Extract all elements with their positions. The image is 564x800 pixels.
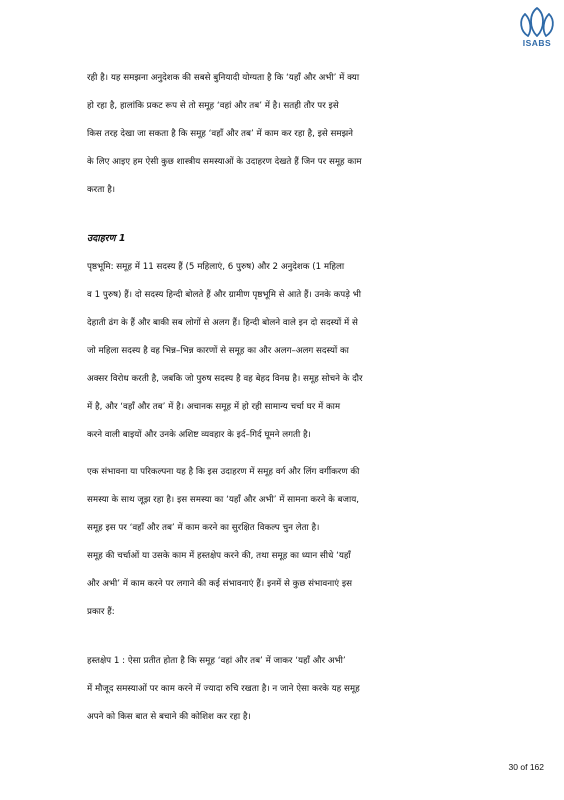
text-line: समूह इस पर ‘वहाँ और तब’ में काम करने का सुरक्षित विकल्प चुन लेता है। (87, 523, 320, 533)
text-line: में है, और ‘वहाँ और तब’ में है। अचानक समूह में हो रही सामान्य चर्चा घर में काम (87, 402, 341, 412)
text-line: और अभी’ में काम करने पर लगाने की कई संभावनाएं हैं। इनमें से कुछ संभावनाएं इस (87, 579, 353, 589)
text-line: अक्सर विरोध करती है, जबकि जो पुरुष सदस्य है वह बेहद विनम्र है। समूह सोचने के दौर (87, 374, 363, 384)
text-line: में मौजूद समस्याओं पर काम करने में ज्यादा रुचि रखता है। न जाने ऐसा करके यह समूह (87, 684, 360, 694)
text-line: प्रकार हैं: (87, 607, 115, 617)
text-line: के लिए आइए हम ऐसी कुछ शास्त्रीय समस्याओं के उदाहरण देखते हैं जिन पर समूह काम (87, 157, 362, 167)
intro-paragraph (87, 64, 487, 204)
text-line: एक संभावना या परिकल्पना यह है कि इस उदाहरण में समूह वर्ग और लिंग वर्गीकरण की (87, 467, 360, 477)
text-line: समस्या के साथ जूझ रहा है। इस समस्या का ‘यहाँ और अभी’ में सामना करने के बजाय, (87, 495, 360, 505)
isabs-logo (516, 4, 558, 48)
page-number: 30 of 162 (508, 762, 544, 772)
lotus-logo-icon (516, 4, 558, 38)
text-line: देहाती ढंग के हैं और बाकी सब लोगों से अलग हैं। हिन्दी बोलने वाले इन दो सदस्यों में से (87, 318, 358, 328)
section-heading: उदाहरण 1 (87, 233, 126, 244)
intervention-paragraph (87, 647, 487, 731)
text-line: हो रहा है, हालांकि प्रकट रूप से तो समूह ‘वहां और तब’ में है। सतही तौर पर इसे (87, 101, 339, 111)
text-line: अपने को किस बात से बचाने की कोशिश कर रहा है। (87, 712, 251, 722)
text-line: व 1 पुरुष) हैं। दो सदस्य हिन्दी बोलते हैं और ग्रामीण पृष्ठभूमि से आते हैं। उनके कपड़े भी (87, 290, 361, 300)
text-line: समूह की चर्चाओं या उसके काम में हस्तक्षेप करने की, तथा समूह का ध्यान सीधे ‘यहाँ (87, 551, 351, 561)
text-line: जो महिला सदस्य है वह भिन्न–भिन्न कारणों से समूह का और अलग–अलग सदस्यों का (87, 346, 349, 356)
hypothesis-paragraph (87, 458, 487, 626)
text-line: रही है। यह समझना अनुदेशक की सबसे बुनियादी योग्यता है कि ‘यहाँ और अभी’ में क्या (87, 73, 360, 83)
text-line: पृष्ठभूमि: समूह में 11 सदस्य हैं (5 महिलाएं, 6 पुरुष) और 2 अनुदेशक (1 महिला (87, 262, 345, 272)
text-line: हस्तक्षेप 1 : ऐसा प्रतीत होता है कि समूह ‘वहां और तब’ में जाकर ‘यहाँ और अभी’ (87, 656, 346, 666)
logo-text: ISABS (522, 38, 552, 48)
background-paragraph (87, 253, 487, 449)
text-line: किस तरह देखा जा सकता है कि समूह ‘वहाँ और तब’ में काम कर रहा है, इसे समझने (87, 129, 353, 139)
text-line: करता है। (87, 185, 116, 195)
document-body (87, 64, 487, 731)
text-line: करने वाली बाइयों और उनके अशिष्ट व्यवहार के इर्द–गिर्द घूमने लगती है। (87, 430, 311, 440)
